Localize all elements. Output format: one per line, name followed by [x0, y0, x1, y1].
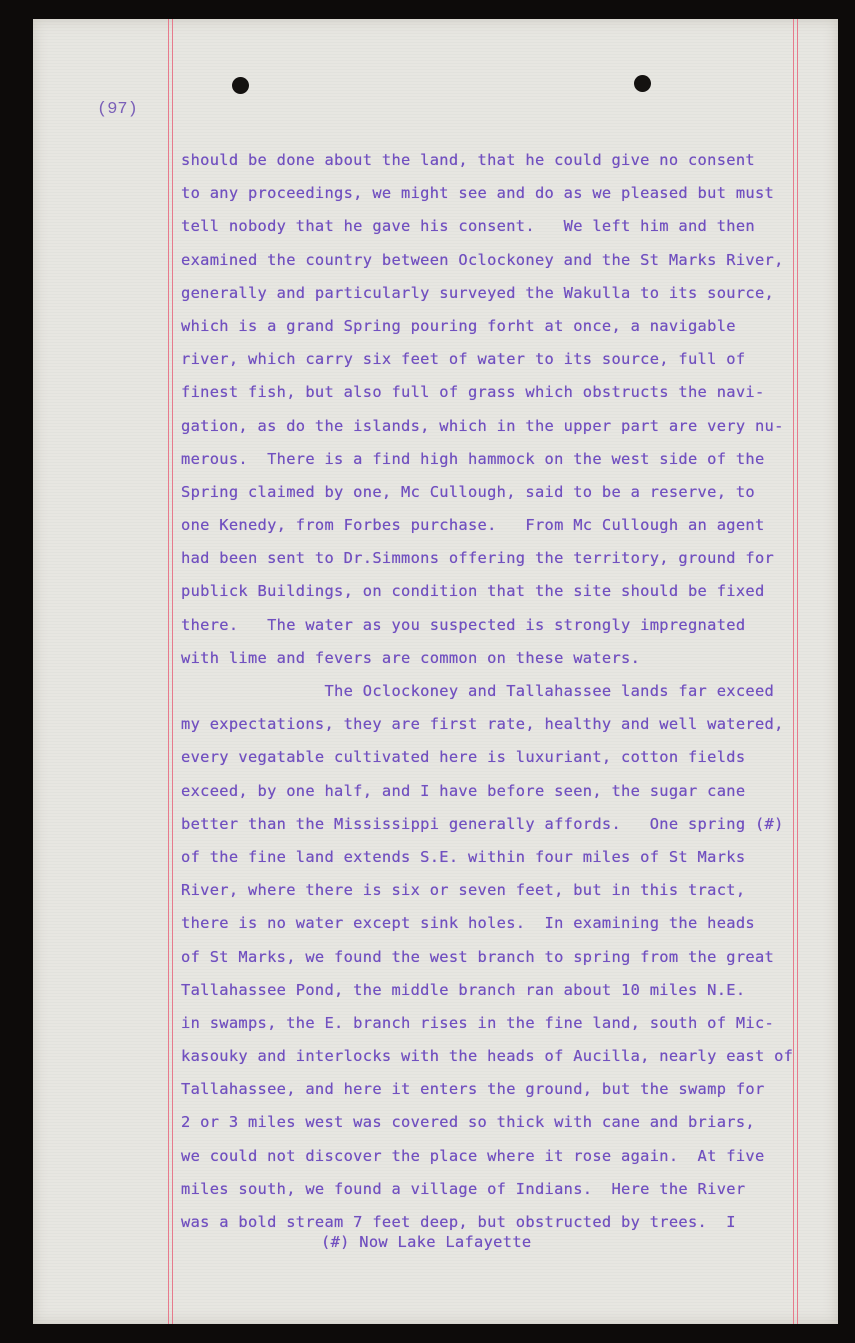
text-line: in swamps, the E. branch rises in the fine land, south of Mic- — [181, 1013, 775, 1032]
text-line: gation, as do the islands, which in the upper part are very nu- — [181, 416, 784, 435]
body-text — [181, 144, 821, 1239]
footnote: (#) Now Lake Lafayette — [321, 1233, 532, 1251]
text-line: 2 or 3 miles west was covered so thick with cane and briars, — [181, 1113, 755, 1132]
text-line: every vegatable cultivated here is luxuriant, cotton fields — [181, 748, 746, 767]
text-line: Spring claimed by one, Mc Cullough, said to be a reserve, to — [181, 482, 755, 501]
text-line: exceed, by one half, and I have before seen, the sugar cane — [181, 781, 746, 800]
punch-hole-right — [634, 75, 651, 92]
page-number: (97) — [97, 100, 138, 119]
text-line: The Oclockoney and Tallahassee lands far exceed — [181, 682, 775, 700]
text-line: better than the Mississippi generally affords. One spring (#) — [181, 814, 784, 833]
text-line: examined the country between Oclockoney and the St Marks River, — [181, 250, 784, 269]
text-line: there is no water except sink holes. In examining the heads — [181, 914, 755, 933]
text-line: River, where there is six or seven feet, but in this tract, — [181, 881, 746, 900]
text-line: with lime and fevers are common on these waters. — [181, 648, 641, 667]
text-line: tell nobody that he gave his consent. We left him and then — [181, 217, 755, 236]
text-line: was a bold stream 7 feet deep, but obstructed by trees. I — [181, 1213, 736, 1231]
text-line: we could not discover the place where it rose again. At five — [181, 1146, 765, 1165]
text-line: kasouky and interlocks with the heads of Aucilla, nearly east of — [181, 1047, 794, 1066]
text-line: should be done about the land, that he could give no consent — [181, 151, 755, 169]
punch-hole-left — [232, 77, 249, 94]
text-line: miles south, we found a village of Indians. Here the River — [181, 1179, 746, 1198]
left-margin-line — [168, 19, 169, 1324]
text-line: had been sent to Dr.Simmons offering the territory, ground for — [181, 549, 775, 568]
left-margin-line-inner — [172, 19, 173, 1324]
text-line: finest fish, but also full of grass which obstructs the navi- — [181, 383, 765, 402]
text-line: of the fine land extends S.E. within four miles of St Marks — [181, 847, 746, 866]
text-line: to any proceedings, we might see and do as we pleased but must — [181, 184, 775, 203]
text-line: of St Marks, we found the west branch to spring from the great — [181, 947, 775, 966]
text-line: one Kenedy, from Forbes purchase. From Mc Cullough an agent — [181, 516, 765, 535]
text-line: merous. There is a find high hammock on the west side of the — [181, 449, 765, 468]
text-line: river, which carry six feet of water to its source, full of — [181, 350, 746, 369]
text-line: which is a grand Spring pouring forht at once, a navigable — [181, 316, 736, 335]
text-line: publick Buildings, on condition that the site should be fixed — [181, 582, 765, 601]
text-line: generally and particularly surveyed the Wakulla to its source, — [181, 283, 775, 302]
text-line: there. The water as you suspected is strongly impregnated — [181, 615, 746, 634]
text-line: my expectations, they are first rate, healthy and well watered, — [181, 715, 784, 734]
text-line: Tallahassee Pond, the middle branch ran about 10 miles N.E. — [181, 980, 746, 999]
text-line: Tallahassee, and here it enters the ground, but the swamp for — [181, 1080, 765, 1099]
